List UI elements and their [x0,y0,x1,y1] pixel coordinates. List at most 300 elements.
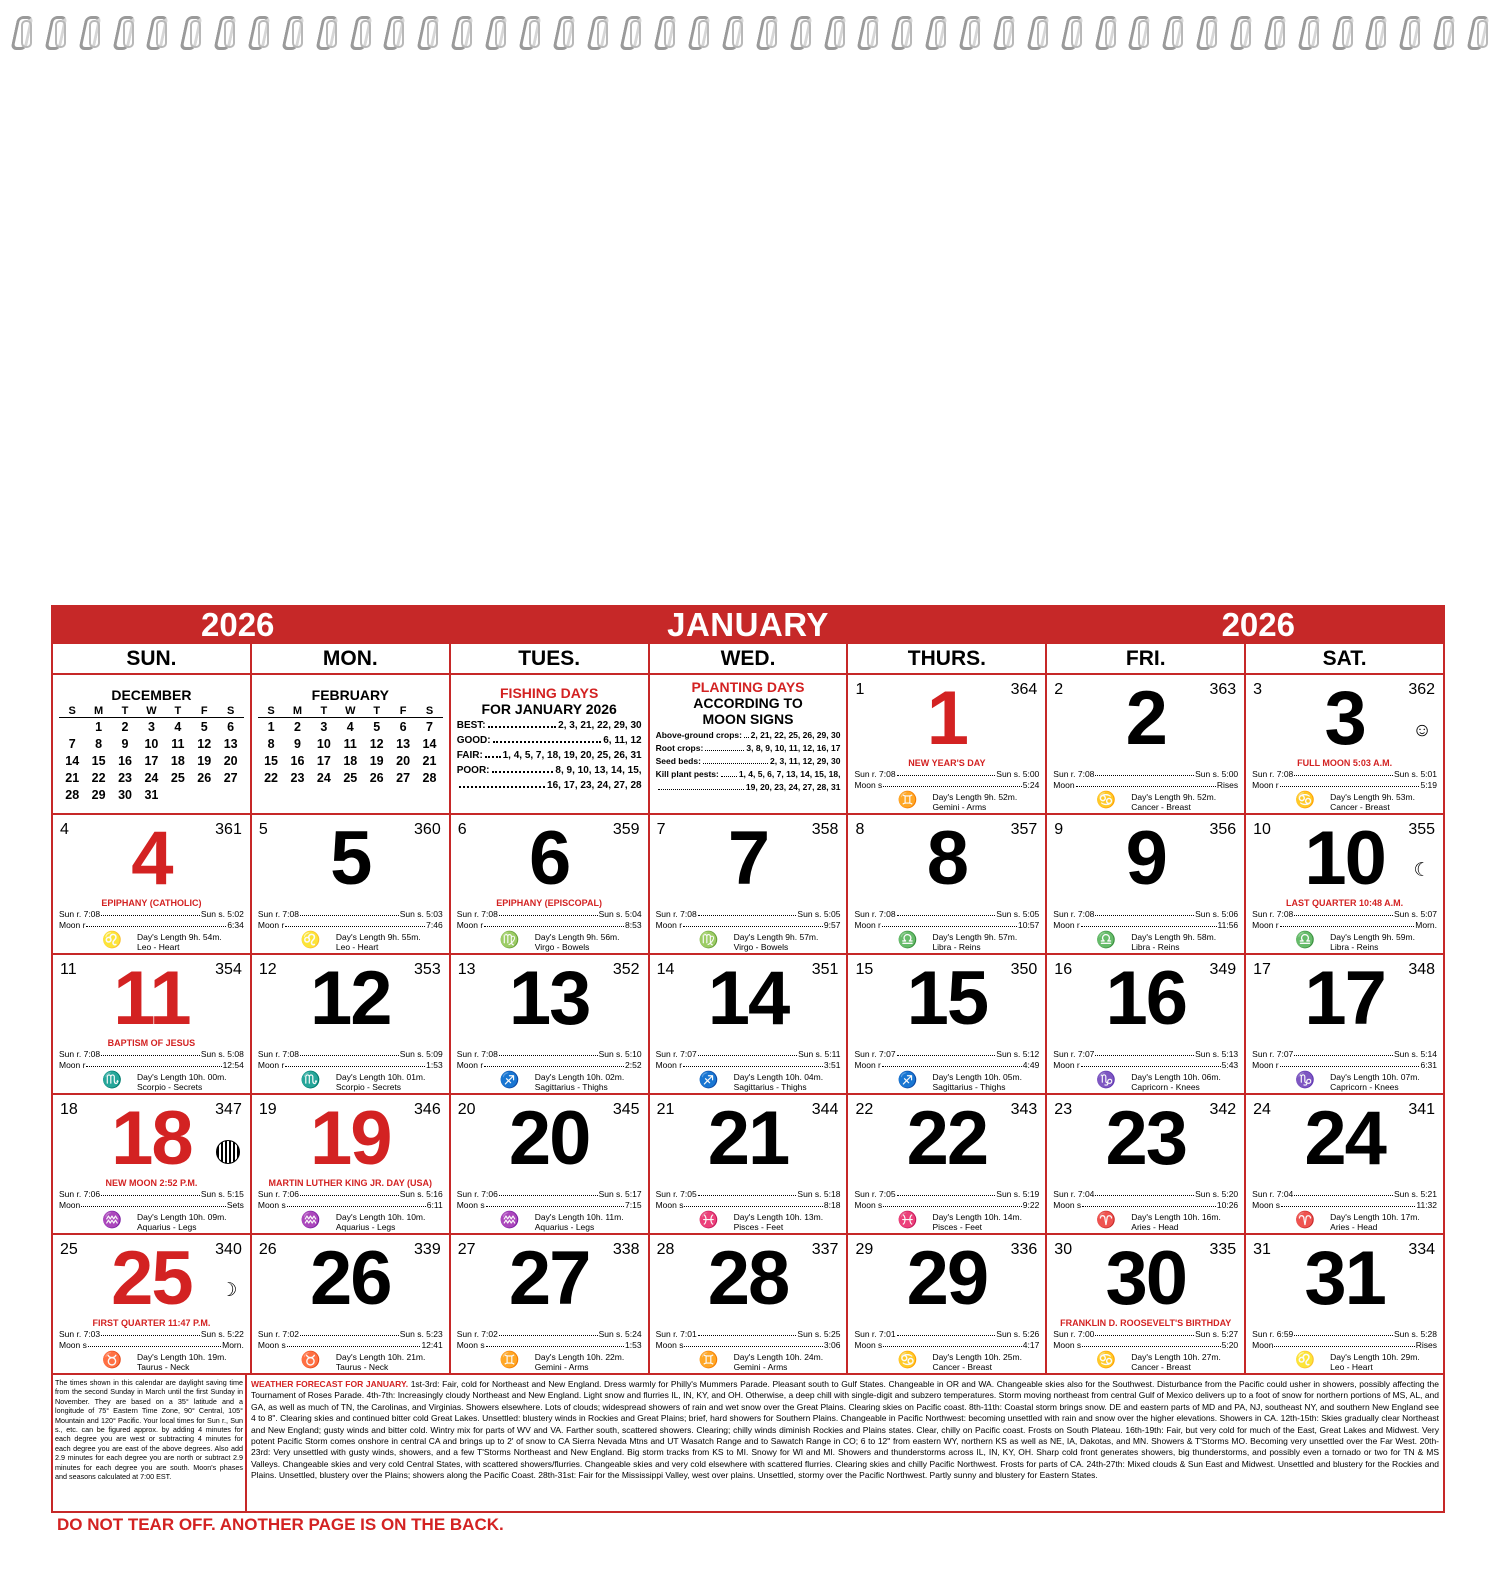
sun-times [656,1049,841,1059]
spiral-coil-icon [452,14,472,48]
days-remaining: 343 [1010,1101,1038,1118]
moon-time: Rises [1415,1340,1438,1350]
moon-times [854,920,1039,930]
spiral-coil-icon [1366,14,1386,48]
mini-cal-day: 7 [426,720,433,734]
mini-cal-day: 3 [147,720,155,734]
moon-time: 9:22 [1022,1200,1040,1210]
day-length: Day's Length 10h. 22m. [534,1352,625,1362]
mini-cal-day: 10 [144,737,159,751]
zodiac-sign-icon: ♉ [102,1352,122,1369]
day-length: Day's Length 10h. 06m. [1131,1072,1221,1082]
moon-time: 11:32 [1416,1200,1438,1210]
day-cell [451,955,650,1093]
sun-times [1252,769,1437,779]
moon-label: Moon r [257,920,285,930]
fishing-title: FISHING DAYS [500,685,599,701]
moon-label: Moon r [1252,1060,1279,1070]
spiral-coil-icon [1265,14,1285,48]
day-cell [848,1095,1047,1233]
mini-cal-day: 28 [422,771,437,785]
zodiac-sign-icon: ♋ [897,1352,918,1369]
day-number: 30 [1105,1236,1186,1321]
moon-times [59,1340,244,1350]
sunrise: Sun r. 7:06 [456,1189,498,1199]
zodiac-name: Virgo - Bowels [733,942,789,952]
mini-cal-head: T [363,705,389,718]
moon-label: Moon r [1053,1060,1080,1070]
day-number: 13 [508,956,590,1041]
day-number: 31 [1304,1236,1385,1321]
moon-times [59,920,244,930]
mini-cal-day: 12 [369,737,384,751]
day-length: Day's Length 10h. 27m. [1131,1352,1221,1362]
mini-cal-day: 29 [91,788,106,802]
zodiac-name: Gemini - Arms [733,1362,788,1372]
sunset: Sun s. 5:11 [798,1049,841,1059]
mini-cal-day: 21 [65,771,80,785]
holiday-label: FULL MOON 5:03 A.M. [1297,758,1393,768]
forecast-heading: WEATHER FORECAST FOR JANUARY. [251,1379,409,1389]
day-number: 4 [131,816,172,901]
sunrise: Sun r. 7:05 [854,1189,896,1199]
moon-times [1053,1200,1238,1210]
day-length: Day's Length 9h. 54m. [137,932,222,942]
planting-value: 3, 8, 9, 10, 11, 12, 16, 17 [746,743,841,753]
sunrise: Sun r. 7:08 [1053,909,1095,919]
planting-value: 1, 4, 5, 6, 7, 13, 14, 15, 18, [738,769,841,779]
zodiac-sign-icon: ♏ [102,1072,122,1089]
moon-label: Moon s [59,1340,87,1350]
day-number-small: 13 [457,961,476,978]
day-number-small: 12 [258,961,277,978]
mini-cal-head: W [138,705,164,718]
planting-subtitle: ACCORDING TO [693,695,803,711]
day-number: 10 [1304,816,1385,901]
days-remaining: 358 [811,821,839,838]
day-number: 2 [1125,676,1166,761]
day-length: Day's Length 10h. 24m. [733,1352,824,1362]
mini-cal-day: 1 [267,720,275,734]
sunset: Sun s. 5:20 [1195,1189,1239,1199]
zodiac-sign-icon: ♋ [1295,792,1316,809]
day-number: 29 [906,1236,988,1321]
moon-label: Moon r [1053,920,1080,930]
day-cell [650,955,849,1093]
mini-cal-day: 3 [320,720,328,734]
days-remaining: 340 [215,1241,242,1258]
moon-label: Moon s [655,1340,684,1350]
days-remaining: 341 [1408,1101,1436,1118]
zodiac-name: Cancer - Breast [932,1362,992,1372]
days-remaining: 350 [1010,961,1038,978]
days-remaining: 345 [612,1101,640,1118]
day-length: Day's Length 9h. 55m. [335,932,421,942]
planting-line [656,782,841,792]
sunset: Sun s. 5:00 [996,769,1040,779]
sunrise: Sun r. 7:07 [655,1049,697,1059]
day-cell [1246,1235,1443,1373]
spiral-coil-icon [791,14,811,48]
mini-cal-head: T [112,705,138,718]
spiral-coil-icon [80,14,100,48]
mini-cal-day: 5 [373,720,381,734]
sunrise: Sun r. 7:08 [456,909,498,919]
day-cell [1047,955,1246,1093]
mini-cal-title: DECEMBER [111,687,192,703]
day-cell [1246,815,1443,953]
day-length: Day's Length 10h. 19m. [137,1352,227,1362]
weekday-mon: MON. [252,644,451,673]
day-cell [451,1095,650,1233]
moon-label: Moon s [456,1200,485,1210]
sunrise: Sun r. 7:08 [1252,769,1294,779]
mini-cal-day: 26 [369,771,384,785]
mini-cal-day: 23 [118,771,132,785]
moon-label: Moon s [1252,1200,1281,1210]
day-cell [252,1235,451,1373]
sunset: Sun s. 5:14 [1394,1049,1438,1059]
moon-times [656,1340,841,1350]
day-cell [1246,675,1443,813]
day-cell [1047,675,1246,813]
day-number: 25 [111,1236,192,1321]
day-length: Day's Length 10h. 11m. [534,1212,624,1222]
planting-subtitle: MOON SIGNS [702,711,794,727]
sun-times [656,1189,841,1199]
day-cell [53,955,252,1093]
zodiac-sign-icon: ♌ [300,932,321,949]
weekday-sun: SUN. [53,644,252,673]
day-length: Day's Length 10h. 02m. [534,1072,625,1082]
sunset: Sun s. 5:08 [200,1049,244,1059]
moon-time: 5:43 [1221,1060,1239,1070]
sunset: Sun s. 5:01 [1394,769,1438,779]
day-cell [1246,1095,1443,1233]
moon-label: Moon s [655,1200,684,1210]
spiral-coil-icon [926,14,946,48]
sun-times [1053,769,1238,779]
weekday-wed: WED. [650,644,849,673]
fishing-days-box [451,675,650,813]
planting-label: Above-ground crops: [655,730,742,740]
mini-cal-day: 9 [293,737,301,751]
days-remaining: 349 [1209,961,1237,978]
moon-times [258,1060,443,1070]
mini-cal-day: 5 [200,720,208,734]
days-remaining: 348 [1408,961,1436,978]
zodiac-name: Cancer - Breast [1330,802,1390,812]
sun-times [59,1189,244,1199]
sunset: Sun s. 5:00 [1195,769,1239,779]
day-cell [1246,955,1443,1093]
mini-cal-head: S [258,705,284,718]
zodiac-name: Pisces - Feet [932,1222,983,1232]
mini-cal-day: 31 [144,788,159,802]
sunset: Sun s. 5:23 [399,1329,443,1339]
month-banner [51,605,1445,644]
mini-cal-day [59,718,85,736]
moon-time: 7:15 [625,1200,642,1210]
zodiac-sign-icon: ♈ [1295,1212,1316,1229]
sunrise: Sun r. 7:06 [257,1189,299,1199]
day-number-small: 10 [1253,821,1271,838]
moon-times [854,1200,1039,1210]
holiday-label: EPIPHANY (CATHOLIC) [101,898,202,908]
zodiac-name: Gemini - Arms [932,802,987,812]
mini-cal-day: 17 [316,754,331,768]
day-length: Day's Length 9h. 59m. [1330,932,1415,942]
day-number: 22 [906,1096,988,1181]
day-cell [53,1235,252,1373]
zodiac-name: Leo - Heart [335,942,379,952]
sunrise: Sun r. 7:04 [1252,1189,1294,1199]
mini-cal-day: 7 [68,737,76,751]
days-remaining: 362 [1408,681,1436,698]
sun-times [258,909,443,919]
zodiac-name: Aquarius - Legs [534,1222,595,1232]
day-number-small: 16 [1054,961,1073,978]
mini-cal-day: 15 [91,754,106,768]
mini-cal-day: 4 [174,720,182,734]
moon-times [258,920,443,930]
day-number-small: 1 [855,681,865,698]
days-remaining: 364 [1010,681,1038,698]
sun-times [1053,1329,1238,1339]
moon-label: Moon r [655,920,683,930]
sunrise: Sun r. 7:04 [1053,1189,1095,1199]
day-number: 23 [1105,1096,1186,1181]
moon-label: Moon r [1252,920,1279,930]
moon-time: 11:56 [1217,920,1239,930]
sunrise: Sun r. 7:07 [854,1049,896,1059]
day-cell [848,955,1047,1093]
moon-time: 5:20 [1221,1340,1239,1350]
mini-cal-day: 17 [144,754,159,768]
day-length: Day's Length 10h. 14m. [932,1212,1022,1222]
moon-label: Moon [1252,1340,1274,1350]
fishing-value: 1, 4, 5, 7, 18, 19, 20, 25, 26, 31 [502,750,642,761]
spiral-coil-icon [249,14,269,48]
sunset: Sun s. 5:10 [598,1049,642,1059]
day-number: 20 [508,1096,590,1181]
spiral-coil-icon [1333,14,1353,48]
spiral-coil-icon [621,14,641,48]
spiral-coil-icon [351,14,371,48]
sun-times [1252,1189,1437,1199]
sunrise: Sun r. 7:08 [1252,909,1294,919]
day-number-small: 22 [855,1101,874,1118]
day-number: 16 [1105,956,1186,1041]
day-number-small: 2 [1054,681,1064,698]
sunset: Sun s. 5:16 [399,1189,443,1199]
mini-cal-day: 18 [170,754,185,768]
zodiac-sign-icon: ♒ [300,1212,321,1229]
mini-cal-day: 16 [118,754,132,768]
zodiac-sign-icon: ♋ [1096,1352,1117,1369]
holiday-label: BAPTISM OF JESUS [107,1038,196,1048]
spiral-coil-icon [1163,14,1183,48]
day-cell [650,1095,849,1233]
mini-cal-day: 28 [65,788,80,802]
sun-times [59,1329,244,1339]
spiral-binding [12,14,1488,50]
day-number-small: 19 [258,1101,277,1118]
days-remaining: 336 [1010,1241,1038,1258]
sunrise: Sun r. 7:08 [257,1049,299,1059]
moon-label: Moon s [257,1340,286,1350]
sunrise: Sun r. 7:08 [854,769,896,779]
sun-times [1053,1049,1238,1059]
time-zone-note: The times shown in this calendar are daylight saving time from the second Sunday in March until the first Sunday in November. They are based on a 35° latitude and a longitude of 75° Eastern Time Zone, 90° Central, 105° Mountain and 120° Pacific. Your local times for Sun r., Sun s., etc. can be figured approx. by adding 4 minutes for each degree you are west or subtracting 4 minutes for each degree you are east of the above degrees. Also add 2.9 minutes for each degree you are north or subtract 2.9 minutes for each degree you are south. Moon's phases and seasons calculated at 7:00 EST. [53,1375,247,1511]
day-length: Day's Length 10h. 05m. [932,1072,1022,1082]
fishing-label: GOOD: [456,735,491,746]
zodiac-name: Virgo - Bowels [534,942,590,952]
year-right: 2026 [1221,606,1295,643]
zodiac-name: Aries - Head [1131,1222,1179,1232]
day-cell [848,675,1047,813]
sunrise: Sun r. 7:07 [1252,1049,1294,1059]
moon-times [457,920,642,930]
zodiac-sign-icon: ♓ [698,1212,719,1229]
spiral-coil-icon [1434,14,1454,48]
moon-phase-full-icon: ☺ [1412,720,1432,741]
zodiac-name: Libra - Reins [932,942,981,952]
sunset: Sun s. 5:03 [399,909,443,919]
zodiac-name: Scorpio - Secrets [335,1082,402,1092]
mini-cal-day [165,786,191,803]
day-length: Day's Length 10h. 07m. [1330,1072,1420,1082]
sun-times [1053,909,1238,919]
sunset: Sun s. 5:05 [996,909,1040,919]
spiral-coil-icon [1129,14,1149,48]
moon-times [854,780,1039,790]
mini-cal-day [217,786,243,803]
moon-time: 6:11 [426,1200,443,1210]
day-cell [451,815,650,953]
day-number: 9 [1125,816,1166,901]
planting-line [656,756,841,766]
month-title: JANUARY [667,606,829,643]
day-number: 24 [1304,1096,1385,1181]
spiral-coil-icon [486,14,506,48]
zodiac-sign-icon: ♓ [897,1212,918,1229]
mini-cal-day: 8 [267,737,275,751]
sunset: Sun s. 5:06 [1195,909,1239,919]
moon-label: Moon r [1252,780,1279,790]
mini-cal-day: 27 [396,771,411,785]
mini-calendar-february [252,675,451,813]
zodiac-name: Aquarius - Legs [137,1222,197,1232]
mini-cal-day: 24 [316,771,331,785]
zodiac-sign-icon: ♋ [1096,792,1117,809]
spiral-coil-icon [689,14,709,48]
sunrise: Sun r. 7:00 [1053,1329,1095,1339]
day-number: 5 [330,816,371,901]
day-number-small: 28 [656,1241,675,1258]
planting-line [656,769,841,779]
spiral-coil-icon [215,14,235,48]
moon-times [1053,920,1238,930]
day-length: Day's Length 9h. 56m. [534,932,620,942]
spiral-coil-icon [46,14,66,48]
spiral-coil-icon [1062,14,1082,48]
sun-times [854,909,1039,919]
day-number: 21 [707,1096,789,1181]
zodiac-name: Sagittarius - Thighs [534,1082,608,1092]
moon-times [854,1340,1039,1350]
planting-line [656,730,841,740]
weekday-sat: SAT. [1322,647,1367,670]
day-length: Day's Length 10h. 17m. [1330,1212,1420,1222]
day-number: 15 [906,956,988,1041]
sunrise: Sun r. 7:07 [1053,1049,1095,1059]
sun-times [258,1189,443,1199]
spiral-coil-icon [114,14,134,48]
spiral-coil-icon [1028,14,1048,48]
mini-cal-table [59,705,244,803]
spiral-coil-icon [12,14,32,48]
sunset: Sun s. 5:12 [996,1049,1040,1059]
spiral-coil-icon [1197,14,1217,48]
holiday-label: FRANKLIN D. ROOSEVELT'S BIRTHDAY [1060,1318,1232,1328]
fishing-value: 6, 11, 12 [603,735,642,746]
day-number: 7 [727,816,769,901]
sunrise: Sun r. 7:05 [655,1189,697,1199]
days-remaining: 335 [1209,1241,1237,1258]
mini-cal-day: 25 [170,771,185,785]
sunset: Sun s. 5:15 [200,1189,244,1199]
zodiac-name: Leo - Heart [137,942,180,952]
day-cell [848,815,1047,953]
day-length: Day's Length 10h. 29m. [1330,1352,1420,1362]
mini-cal-day: 2 [293,720,301,734]
day-number-small: 15 [855,961,874,978]
sun-times [457,1049,642,1059]
moon-time: Sets [226,1200,244,1210]
mini-cal-day [191,786,217,803]
moon-times [258,1200,443,1210]
footer-notes [53,1375,1443,1511]
moon-times [258,1340,443,1350]
zodiac-sign-icon: ♐ [499,1072,520,1089]
zodiac-name: Pisces - Feet [733,1222,784,1232]
zodiac-sign-icon: ♎ [1295,932,1316,949]
moon-time: Rises [1216,780,1239,790]
zodiac-sign-icon: ♒ [102,1212,122,1229]
zodiac-name: Taurus - Neck [335,1362,389,1372]
moon-time: 2:52 [625,1060,642,1070]
days-remaining: 337 [811,1241,839,1258]
sunset: Sun s. 5:04 [598,909,642,919]
sunrise: Sun r. 7:03 [59,1329,101,1339]
day-length: Day's Length 9h. 53m. [1330,792,1415,802]
planting-value: 2, 21, 22, 25, 26, 29, 30 [750,730,841,740]
zodiac-name: Capricorn - Knees [1330,1082,1399,1092]
fishing-value: 2, 3, 21, 22, 29, 30 [558,720,642,731]
mini-cal-day: 21 [422,754,437,768]
mini-cal-day: 27 [223,771,238,785]
fishing-line [457,780,642,791]
day-number: 19 [310,1096,391,1181]
fishing-subtitle: FOR JANUARY 2026 [481,701,617,717]
spiral-coil-icon [1468,14,1488,48]
day-number-small: 14 [656,961,675,978]
year-left: 2026 [201,606,275,643]
day-cell [252,955,451,1093]
moon-times [656,1060,841,1070]
sunset: Sun s. 5:28 [1394,1329,1438,1339]
